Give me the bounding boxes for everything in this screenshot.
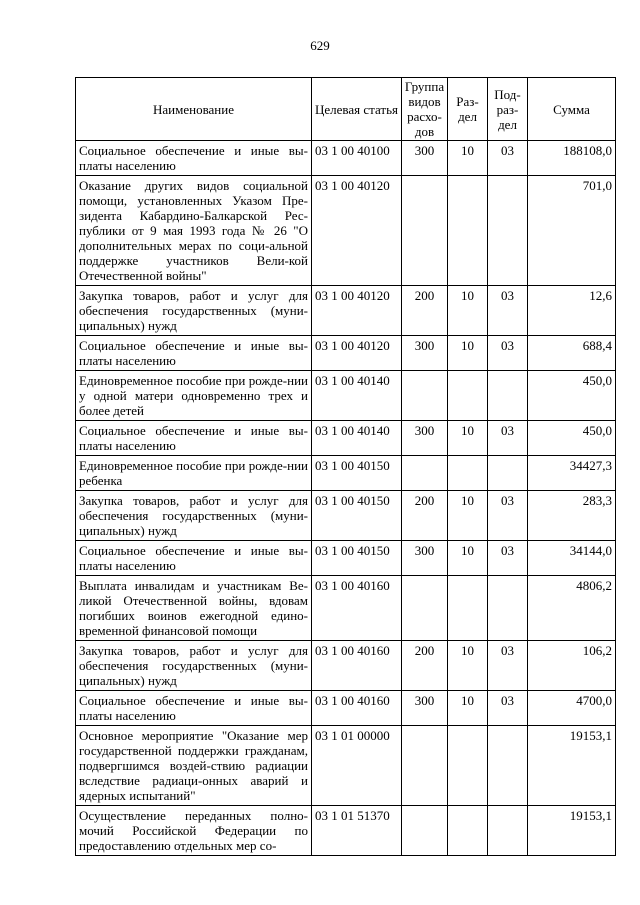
row-name: Социальное обеспечение и иные вы-платы населению xyxy=(76,336,312,371)
page-number: 629 xyxy=(310,38,330,53)
row-section: 10 xyxy=(448,641,488,691)
row-section xyxy=(448,371,488,421)
row-expense-group: 200 xyxy=(402,286,448,336)
row-name: Социальное обеспечение и иные вы-платы населению xyxy=(76,691,312,726)
table-body xyxy=(76,141,616,856)
row-expense-group: 200 xyxy=(402,641,448,691)
row-subsection: 03 xyxy=(488,541,528,576)
row-section xyxy=(448,806,488,856)
row-name: Закупка товаров, работ и услуг для обеспечения государственных (муни-ципальных) нужд xyxy=(76,286,312,336)
header-expense-group: Группа видов расхо-дов xyxy=(402,78,448,141)
row-sum: 4700,0 xyxy=(528,691,616,726)
row-subsection: 03 xyxy=(488,141,528,176)
header-subsection: Под-раз-дел xyxy=(488,78,528,141)
row-expense-group xyxy=(402,456,448,491)
row-target-article: 03 1 00 40140 xyxy=(312,371,402,421)
table-row xyxy=(76,421,616,456)
row-target-article: 03 1 00 40100 xyxy=(312,141,402,176)
row-expense-group: 200 xyxy=(402,491,448,541)
row-subsection: 03 xyxy=(488,641,528,691)
row-expense-group xyxy=(402,371,448,421)
row-name: Единовременное пособие при рожде-нии ребенка xyxy=(76,456,312,491)
row-expense-group xyxy=(402,806,448,856)
row-expense-group xyxy=(402,576,448,641)
row-sum: 12,6 xyxy=(528,286,616,336)
row-target-article: 03 1 00 40160 xyxy=(312,576,402,641)
budget-table xyxy=(75,77,616,856)
row-section xyxy=(448,176,488,286)
row-target-article: 03 1 01 51370 xyxy=(312,806,402,856)
row-expense-group xyxy=(402,176,448,286)
row-expense-group: 300 xyxy=(402,691,448,726)
row-name: Закупка товаров, работ и услуг для обеспечения государственных (муни-ципальных) нужд xyxy=(76,491,312,541)
row-section: 10 xyxy=(448,491,488,541)
row-target-article: 03 1 00 40150 xyxy=(312,456,402,491)
row-sum: 701,0 xyxy=(528,176,616,286)
table-header-row xyxy=(76,78,616,141)
row-section: 10 xyxy=(448,691,488,726)
table-row xyxy=(76,576,616,641)
table-row xyxy=(76,336,616,371)
row-section: 10 xyxy=(448,141,488,176)
row-target-article: 03 1 01 00000 xyxy=(312,726,402,806)
row-section xyxy=(448,726,488,806)
row-section xyxy=(448,576,488,641)
table-row xyxy=(76,176,616,286)
header-section: Раз-дел xyxy=(448,78,488,141)
row-sum: 4806,2 xyxy=(528,576,616,641)
table-row xyxy=(76,641,616,691)
row-subsection xyxy=(488,456,528,491)
header-target-article: Целевая статья xyxy=(312,78,402,141)
row-sum: 34427,3 xyxy=(528,456,616,491)
row-subsection xyxy=(488,726,528,806)
table-row xyxy=(76,726,616,806)
row-target-article: 03 1 00 40160 xyxy=(312,641,402,691)
row-target-article: 03 1 00 40150 xyxy=(312,491,402,541)
row-sum: 283,3 xyxy=(528,491,616,541)
row-expense-group: 300 xyxy=(402,421,448,456)
row-target-article: 03 1 00 40160 xyxy=(312,691,402,726)
row-expense-group xyxy=(402,726,448,806)
table-row xyxy=(76,456,616,491)
row-name: Оказание других видов социальной помощи, установленных Указом Пре-зидента Кабардино-Балкарской Рес-публики от 9 мая 1993 года № 26 "О дополнительных мерах по соци-альной поддержке участников Вели-кой Отечественной войны" xyxy=(76,176,312,286)
row-subsection: 03 xyxy=(488,691,528,726)
row-section: 10 xyxy=(448,421,488,456)
row-section: 10 xyxy=(448,336,488,371)
table-row xyxy=(76,691,616,726)
table-row xyxy=(76,141,616,176)
row-sum: 19153,1 xyxy=(528,806,616,856)
table-row xyxy=(76,491,616,541)
row-expense-group: 300 xyxy=(402,541,448,576)
row-subsection: 03 xyxy=(488,336,528,371)
row-target-article: 03 1 00 40150 xyxy=(312,541,402,576)
row-sum: 188108,0 xyxy=(528,141,616,176)
row-subsection xyxy=(488,371,528,421)
header-name: Наименование xyxy=(76,78,312,141)
row-target-article: 03 1 00 40120 xyxy=(312,176,402,286)
row-name: Социальное обеспечение и иные вы-платы населению xyxy=(76,421,312,456)
row-sum: 19153,1 xyxy=(528,726,616,806)
row-subsection: 03 xyxy=(488,491,528,541)
row-sum: 450,0 xyxy=(528,421,616,456)
row-section: 10 xyxy=(448,286,488,336)
row-name: Закупка товаров, работ и услуг для обеспечения государственных (муни-ципальных) нужд xyxy=(76,641,312,691)
row-target-article: 03 1 00 40140 xyxy=(312,421,402,456)
row-subsection xyxy=(488,576,528,641)
row-expense-group: 300 xyxy=(402,141,448,176)
table-row xyxy=(76,541,616,576)
row-name: Осуществление переданных полно-мочий Российской Федерации по предоставлению отдельных мер со- xyxy=(76,806,312,856)
row-expense-group: 300 xyxy=(402,336,448,371)
table-row xyxy=(76,371,616,421)
row-name: Социальное обеспечение и иные вы-платы населению xyxy=(76,541,312,576)
row-subsection xyxy=(488,176,528,286)
row-subsection xyxy=(488,806,528,856)
row-name: Социальное обеспечение и иные вы-платы населению xyxy=(76,141,312,176)
row-sum: 106,2 xyxy=(528,641,616,691)
row-section xyxy=(448,456,488,491)
row-name: Выплата инвалидам и участникам Ве-ликой Отечественной войны, вдовам погибших воинов ежегодной едино-временной финансовой помощи xyxy=(76,576,312,641)
header-sum: Сумма xyxy=(528,78,616,141)
row-target-article: 03 1 00 40120 xyxy=(312,336,402,371)
row-target-article: 03 1 00 40120 xyxy=(312,286,402,336)
table-row xyxy=(76,286,616,336)
row-name: Основное мероприятие "Оказание мер государственной поддержки гражданам, подвергшимся воздей-ствию радиации вследствие радиаци-онных аварий и ядерных испытаний" xyxy=(76,726,312,806)
row-sum: 34144,0 xyxy=(528,541,616,576)
row-sum: 688,4 xyxy=(528,336,616,371)
row-subsection: 03 xyxy=(488,421,528,456)
row-subsection: 03 xyxy=(488,286,528,336)
table-row xyxy=(76,806,616,856)
row-name: Единовременное пособие при рожде-нии у одной матери одновременно трех и более детей xyxy=(76,371,312,421)
row-sum: 450,0 xyxy=(528,371,616,421)
row-section: 10 xyxy=(448,541,488,576)
